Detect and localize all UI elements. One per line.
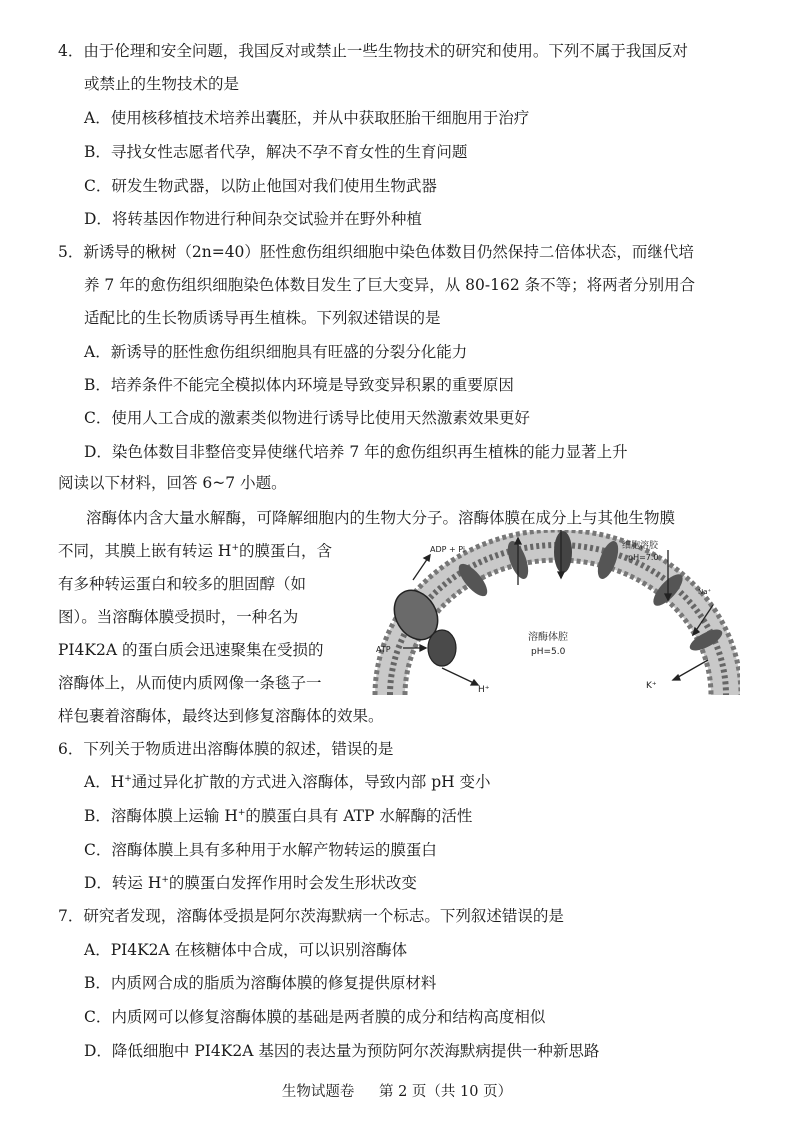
q5-option-a: A．新诱导的胚性愈伤组织细胞具有旺盛的分裂分化能力	[84, 343, 468, 361]
material-line-3: 有多种转运蛋白和较多的胆固醇（如	[58, 575, 307, 593]
q5-option-d: D．染色体数目非整倍变异使继代培养 7 年的愈伤组织再生植株的能力显著上升	[84, 443, 628, 461]
q5-stem-line-3: 适配比的生长物质诱导再生植株。下列叙述错误的是	[84, 309, 441, 327]
cytosol-ph: pH=7.0	[628, 553, 659, 562]
material-line-6: 溶酶体上，从而使内质网像一条毯子一	[58, 674, 322, 692]
q6-stem: 6．下列关于物质进出溶酶体膜的叙述，错误的是	[58, 740, 394, 758]
k-ion-label: K⁺	[646, 681, 657, 691]
lumen-label: 溶酶体腔	[528, 632, 568, 643]
q5-stem-line-1: 5．新诱导的楸树（2n=40）胚性愈伤组织细胞中染色体数目仍然保持二倍体状态，而继代培	[58, 243, 694, 261]
q4-stem-line-2: 或禁止的生物技术的是	[84, 75, 240, 93]
atp-label: ATP	[376, 645, 391, 654]
q6-option-a: A．H+通过异化扩散的方式进入溶酶体，导致内部 pH 变小	[84, 773, 491, 791]
q7-option-b: B．内质网合成的脂质为溶酶体膜的修复提供原材料	[84, 974, 437, 992]
q6-option-b: B．溶酶体膜上运输 H+的膜蛋白具有 ATP 水解酶的活性	[84, 807, 473, 825]
q5-option-b: B．培养条件不能完全模拟体内环境是导致变异积累的重要原因	[84, 376, 514, 394]
footer-title: 生物试题卷	[281, 1084, 355, 1100]
q7-option-d: D．降低细胞中 PI4K2A 基因的表达量为预防阿尔茨海默病提供一种新思路	[84, 1042, 600, 1060]
material-line-7: 样包裹着溶酶体，最终达到修复溶酶体的效果。	[58, 707, 384, 725]
lysosome-membrane-figure	[368, 530, 740, 700]
q4-option-b: B．寻找女性志愿者代孕，解决不孕不育女性的生育问题	[84, 143, 468, 161]
q6-option-d: D．转运 H+的膜蛋白发挥作用时会发生形状改变	[84, 874, 417, 892]
lumen-ph: pH=5.0	[531, 647, 566, 657]
q4-option-c: C．研发生物武器，以防止他国对我们使用生物武器	[84, 177, 437, 195]
transport-protein-3	[554, 531, 572, 573]
h-ion-label: H⁺	[478, 685, 490, 695]
material-line-5: PI4K2A 的蛋白质会迅速聚集在受损的	[58, 641, 324, 659]
q6-option-c: C．溶酶体膜上具有多种用于水解产物转运的膜蛋白	[84, 841, 437, 859]
q7-stem: 7．研究者发现，溶酶体受损是阿尔茨海默病一个标志。下列叙述错误的是	[58, 907, 564, 925]
h-atpase-rotor	[428, 630, 456, 666]
q7-option-c: C．内质网可以修复溶酶体膜的基础是两者膜的成分和结构高度相似	[84, 1008, 546, 1026]
q4-stem-line-1: 4．由于伦理和安全问题，我国反对或禁止一些生物技术的研究和使用。下列不属于我国反对	[58, 42, 688, 60]
q5-stem-line-2: 养 7 年的愈伤组织细胞染色体数目发生了巨大变异，从 80-162 条不等；将两者分别用合	[84, 276, 696, 294]
q4-option-a: A．使用核移植技术培养出囊胚，并从中获取胚胎干细胞用于治疗	[84, 109, 530, 127]
cytosol-label: 细胞溶胶	[622, 541, 659, 551]
footer-page-number: 第 2 页（共 10 页）	[378, 1084, 513, 1100]
page-footer	[0, 1080, 794, 1101]
material-line-1: 溶酶体内含大量水解酶，可降解细胞内的生物大分子。溶酶体膜在成分上与其他生物膜	[86, 509, 676, 527]
material-line-4: 图）。当溶酶体膜受损时，一种名为	[58, 608, 299, 626]
q4-option-d: D．将转基因作物进行种间杂交试验并在野外种植	[84, 210, 422, 228]
na-ion-label: Na⁺	[698, 588, 712, 596]
q5-option-c: C．使用人工合成的激素类似物进行诱导比使用天然激素效果更好	[84, 409, 530, 427]
material-intro: 阅读以下材料，回答 6~7 小题。	[58, 474, 287, 492]
material-line-2: 不同，其膜上嵌有转运 H+的膜蛋白，含	[58, 542, 333, 560]
adp-label: ADP + Pi	[430, 545, 466, 554]
q7-option-a: A．PI4K2A 在核糖体中合成，可以识别溶酶体	[84, 941, 408, 959]
